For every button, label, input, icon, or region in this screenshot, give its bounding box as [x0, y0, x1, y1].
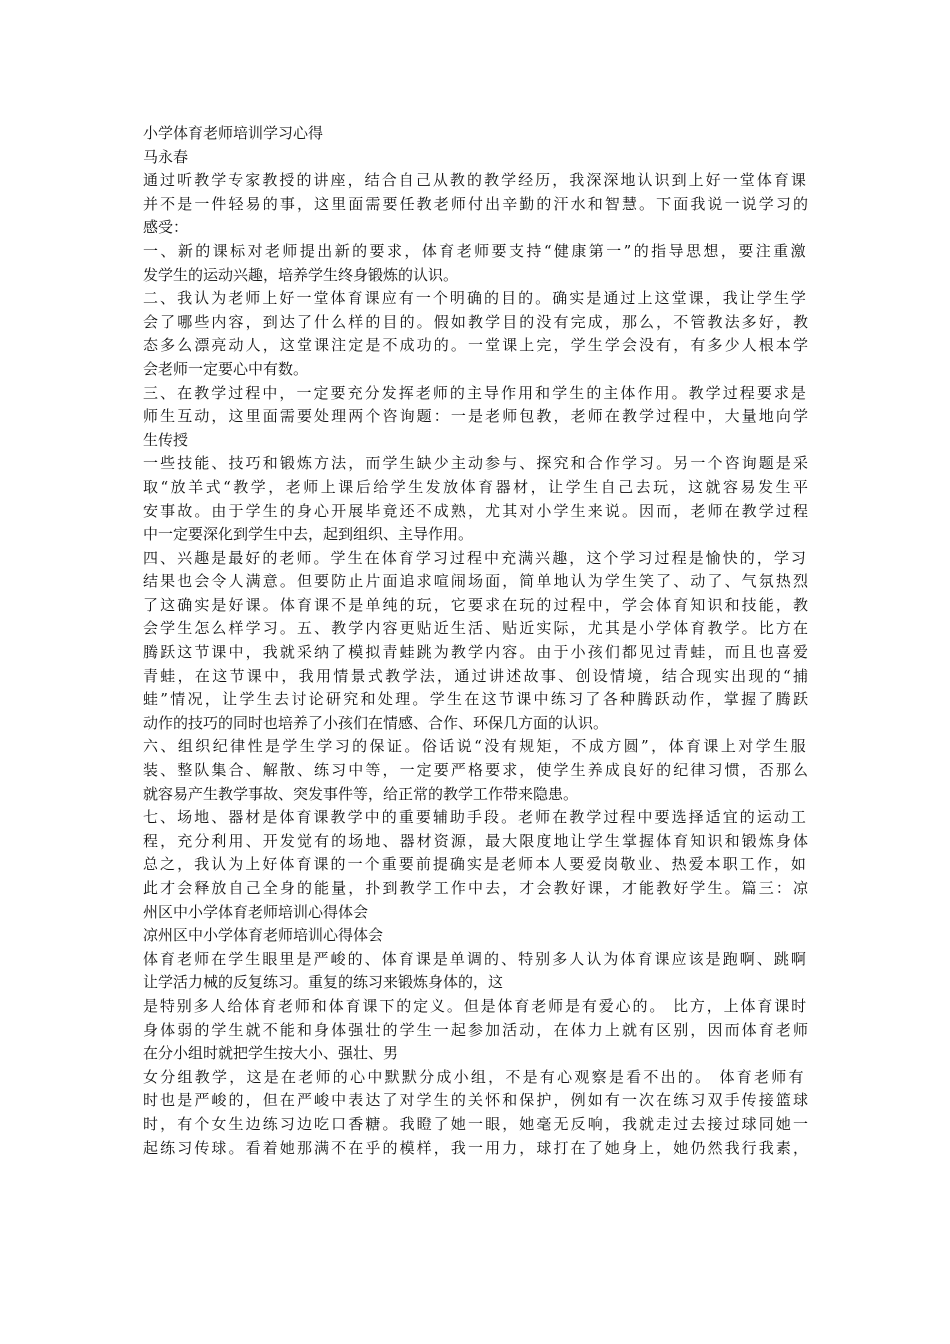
text-line: 是特别多人给体育老师和体育课下的定义。但是体育老师是有爱心的。 比方，上体育课时 — [143, 996, 808, 1015]
text-line: 六、组织纪律性是学生学习的保证。俗话说“没有规矩，不成方圆”，体育课上对学生服 — [143, 737, 808, 756]
text-line: 中一定要深化到学生中去，起到组织、主导作用。 — [143, 525, 474, 544]
text-line: 体育老师在学生眼里是严峻的、体育课是单调的、特别多人认为体育课应该是跑啊、跳啊 — [143, 949, 808, 968]
text-line: 州区中小学体育老师培训心得体会 — [143, 902, 369, 921]
text-line: 四、兴趣是最好的老师。学生在体育学习过程中充满兴趣，这个学习过程是愉快的，学习 — [143, 548, 808, 567]
text-line: 程，充分利用、开发觉有的场地、器材资源，最大限度地让学生掌握体育知识和锻炼身体 — [143, 831, 811, 850]
document-title: 小学体育老师培训学习心得 — [143, 124, 324, 142]
text-line: 青蛙，在这节课中，我用情景式教学法，通过讲述故事、创设情境，结合现实出现的“捕 — [143, 666, 811, 685]
text-line: 发学生的运动兴趣，培养学生终身锻炼的认识。 — [143, 265, 459, 284]
text-line: 感受： — [143, 218, 189, 237]
text-line: 取“放羊式“教学，老师上课后给学生发放体育器材，让学生自己去玩，这就容易发生平 — [143, 477, 811, 496]
text-line: 会了哪些内容，到达了什么样的目的。假如教学目的没有完成，那么，不管教法多好，教 — [143, 312, 811, 331]
document-author: 马永春 — [143, 147, 189, 166]
text-line: 通过听教学专家教授的讲座，结合自己从教的教学经历，我深深地认识到上好一堂体育课 — [143, 171, 808, 190]
text-line: 结果也会令人满意。但要防止片面追求喧闹场面，简单地认为学生笑了、动了、气氛热烈 — [143, 572, 811, 591]
text-line: 会学生怎么样学习。五、教学内容更贴近生活、贴近实际，尤其是小学体育教学。比方在 — [143, 619, 811, 638]
text-line: 起练习传球。看着她那满不在乎的模样，我一用力，球打在了她身上，她仍然我行我素， — [143, 1138, 811, 1157]
text-line: 时也是严峻的，但在严峻中表达了对学生的关怀和保护，例如有一次在练习双手传接篮球 — [143, 1091, 811, 1110]
text-line: 了这确实是好课。体育课不是单纯的玩，它要求在玩的过程中，学会体育知识和技能，教 — [143, 595, 811, 614]
text-line: 总之，我认为上好体育课的一个重要前提确实是老师本人要爱岗敬业、热爱本职工作，如 — [143, 855, 808, 874]
text-line: 凉州区中小学体育老师培训心得体会 — [143, 926, 384, 945]
document-paragraphs — [143, 169, 811, 1160]
text-line: 此才会释放自己全身的能量，扑到教学工作中去，才会教好课，才能教好学生。篇三：凉 — [143, 879, 811, 897]
text-line: 安事故。由于学生的身心开展毕竟还不成熟，尤其对小学生来说。因而，老师在教学过程 — [143, 501, 811, 520]
text-line: 二、我认为老师上好一堂体育课应有一个明确的目的。确实是通过上这堂课，我让学生学 — [143, 289, 808, 308]
text-line: 动作的技巧的同时也培养了小孩们在情感、合作、环保几方面的认识。 — [143, 713, 609, 732]
text-line: 蛙”情况，让学生去讨论研究和处理。学生在这节课中练习了各种腾跃动作，掌握了腾跃 — [143, 690, 811, 709]
text-line: 装、整队集合、解散、练习中等，一定要严格要求，使学生养成良好的纪律习惯，否那么 — [143, 761, 811, 780]
text-line: 会老师一定要心中有数。 — [143, 359, 309, 378]
text-line: 一些技能、技巧和锻炼方法，而学生缺少主动参与、探究和合作学习。另一个咨询题是采 — [143, 454, 811, 473]
text-line: 身体弱的学生就不能和身体强壮的学生一起参加活动，在体力上就有区别，因而体育老师 — [143, 1020, 811, 1039]
text-line: 三、在教学过程中，一定要充分发挥老师的主导作用和学生的主体作用。教学过程要求是 — [143, 383, 808, 402]
text-line: 七、场地、器材是体育课教学中的重要辅助手段。老师在教学过程中要选择适宜的运动工 — [143, 808, 808, 827]
text-line: 就容易产生教学事故、突发事件等，给正常的教学工作带来隐患。 — [143, 784, 579, 803]
text-line: 师生互动，这里面需要处理两个咨询题：一是老师包教，老师在教学过程中，大量地向学 — [143, 407, 811, 426]
text-line: 在分小组时就把学生按大小、强壮、男 — [143, 1044, 399, 1063]
text-line: 时，有个女生边练习边吃口香糖。我瞪了她一眼，她毫无反响，我就走过去接过球同她一 — [143, 1114, 811, 1133]
text-line: 一、新的课标对老师提出新的要求，体育老师要支持“健康第一”的指导思想，要注重激 — [143, 241, 808, 260]
text-line: 让学活力械的反复练习。重复的练习来锻炼身体的，这 — [143, 973, 504, 992]
text-line: 并不是一件轻易的事，这里面需要任教老师付出辛勤的汗水和智慧。下面我说一说学习的 — [143, 194, 811, 213]
text-line: 腾跃这节课中，我就采纳了模拟青蛙跳为教学内容。由于小孩们都见过青蛙，而且也喜爱 — [143, 643, 811, 662]
text-line: 生传授 — [143, 430, 189, 449]
text-line: 态多么漂亮动人，这堂课注定是不成功的。一堂课上完，学生学会没有，有多少人根本学 — [143, 336, 811, 355]
text-line: 女分组教学，这是在老师的心中默默分成小组，不是有心观察是看不出的。 体育老师有 — [143, 1067, 806, 1086]
document-body — [143, 122, 811, 1160]
